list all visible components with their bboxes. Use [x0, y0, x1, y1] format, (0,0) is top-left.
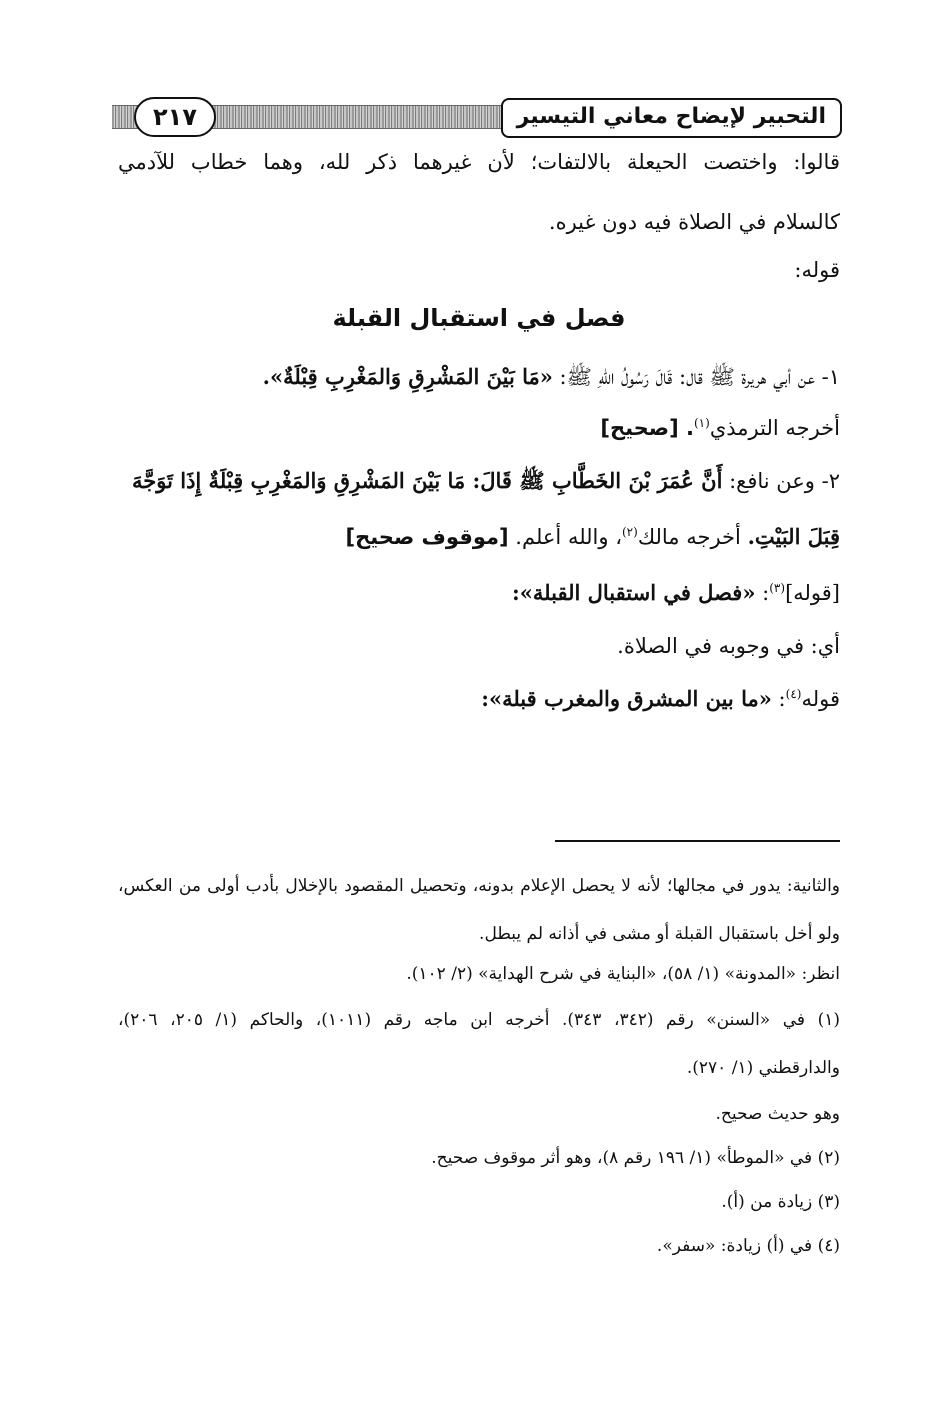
hadith-1-source-line	[118, 416, 840, 440]
hadith-2-grade: [موقوف صحيح]	[345, 525, 509, 549]
footnote-separator	[555, 840, 840, 842]
commentary-1-colon: :	[755, 581, 770, 605]
body-line-3: قوله:	[794, 258, 840, 282]
hadith-2-text-end: قِبَلَ البَيْتِ.	[747, 524, 840, 549]
footnote-2: (٢) في «الموطأ» (١/ ١٩٦ رقم ٨)، وهو أثر موقوف صحيح.	[431, 1148, 840, 1168]
footnote-3: (٣) زيادة من (أ).	[721, 1192, 840, 1212]
commentary-1-quote: «فصل في استقبال القبلة»:	[512, 580, 756, 605]
footnote-continuation-3: انظر: «المدونة» (١/ ٥٨)، «البناية في شرح الهداية» (٢/ ١٠٢).	[406, 964, 840, 984]
hadith-1-intro: ١- عن أبي هريرة ﷺ قال: قَالَ رَسُولُ اللهِ ﷺ:	[552, 365, 840, 389]
commentary-3-label: قوله	[801, 687, 840, 711]
hadith-2-text: أَنَّ عُمَرَ بْنَ الخَطَّابِ ﷺ قَالَ: مَا بَيْنَ المَشْرِقِ وَالمَغْرِبِ قِبْلَةٌ إِذَا تَوَجَّهَ	[131, 468, 723, 493]
commentary-3-colon: :	[771, 687, 786, 711]
hadith-2-intro: ٢- وعن نافع:	[722, 469, 840, 493]
footnote-ref-4: (٤)	[785, 687, 802, 701]
hadith-1-text: «مَا بَيْنَ المَشْرِقِ وَالمَغْرِبِ قِبْلَةٌ».	[262, 364, 553, 389]
footnote-ref-1: (١)	[693, 416, 710, 430]
hadith-1-source: أخرجه الترمذي	[709, 416, 840, 440]
body-line-1: قالوا: واختصت الحيعلة بالالتفات؛ لأن غيرهما ذكر لله، وهما خطاب للآدمي	[118, 150, 840, 174]
footnote-continuation-1: والثانية: يدور في مجالها؛ لأنه لا يحصل الإعلام بدونه، وتحصيل المقصود بالإخلال بأدب أولى من العكس،	[118, 876, 840, 896]
page-number: ٢١٧	[134, 97, 216, 137]
hadith-1-grade: . [صحيح]	[600, 416, 694, 440]
commentary-line-1	[118, 580, 840, 605]
footnote-1-line-3: وهو حديث صحيح.	[715, 1104, 840, 1124]
footnote-ref-2: (٢)	[621, 525, 638, 539]
commentary-3-quote: «ما بين المشرق والمغرب قبلة»:	[481, 686, 772, 711]
commentary-line-3	[118, 686, 840, 711]
footnote-4: (٤) في (أ) زيادة: «سفر».	[656, 1236, 840, 1256]
section-heading: فصل في استقبال القبلة	[332, 304, 626, 332]
commentary-line-2: أي: في وجوبه في الصلاة.	[617, 634, 840, 658]
hadith-1	[118, 364, 840, 395]
footnote-1-line-2: والدارقطني (١/ ٢٧٠).	[686, 1058, 840, 1078]
commentary-1-label: [قوله]	[785, 581, 840, 605]
hadith-2-source: أخرجه مالك	[637, 525, 748, 549]
hadith-2-line-2	[118, 524, 840, 549]
running-header	[112, 96, 842, 140]
book-title: التحبير لإيضاح معاني التيسير	[501, 98, 842, 138]
body-line-2: كالسلام في الصلاة فيه دون غيره.	[548, 210, 840, 234]
footnote-1-line-1: (١) في «السنن» رقم (٣٤٢، ٣٤٣). أخرجه ابن ماجه رقم (١٠١١)، والحاكم (١/ ٢٠٥، ٢٠٦)،	[118, 1010, 840, 1030]
footnote-ref-3: (٣)	[769, 581, 786, 595]
footnote-continuation-2: ولو أخل باستقبال القبلة أو مشى في أذانه لم يبطل.	[479, 924, 840, 944]
hadith-2-line-1	[118, 468, 840, 499]
hadith-2-closing: ، والله أعلم.	[508, 525, 622, 549]
